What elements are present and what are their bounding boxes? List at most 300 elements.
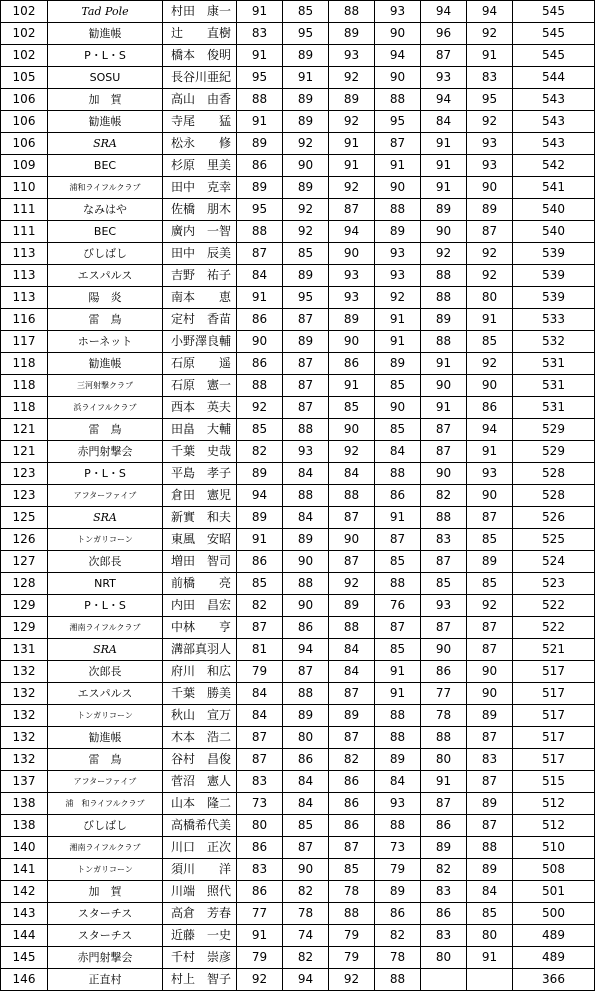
table-row <box>1 749 595 771</box>
score-1-cell: 82 <box>237 441 283 463</box>
score-1-cell: 91 <box>237 925 283 947</box>
score-5-cell: 80 <box>421 749 467 771</box>
score-4-cell: 91 <box>375 661 421 683</box>
score-2-cell: 89 <box>283 45 329 67</box>
score-3-cell: 84 <box>329 639 375 661</box>
score-6-cell: 85 <box>467 573 513 595</box>
score-2-cell: 86 <box>283 749 329 771</box>
score-2-cell: 92 <box>283 199 329 221</box>
total-cell: 517 <box>513 727 595 749</box>
score-5-cell: 82 <box>421 859 467 881</box>
rank-cell: 143 <box>1 903 48 925</box>
rank-cell: 132 <box>1 661 48 683</box>
score-2-cell: 82 <box>283 881 329 903</box>
score-1-cell: 82 <box>237 595 283 617</box>
team-cell: P・L・S <box>48 463 163 485</box>
score-2-cell: 87 <box>283 309 329 331</box>
total-cell: 543 <box>513 111 595 133</box>
score-2-cell: 87 <box>283 353 329 375</box>
score-6-cell <box>467 969 513 991</box>
score-3-cell: 88 <box>329 1 375 23</box>
score-5-cell: 90 <box>421 639 467 661</box>
score-4-cell: 87 <box>375 133 421 155</box>
table-row <box>1 661 595 683</box>
team-cell: びしばし <box>48 815 163 837</box>
score-1-cell: 90 <box>237 331 283 353</box>
total-cell: 544 <box>513 67 595 89</box>
score-6-cell: 90 <box>467 661 513 683</box>
total-cell: 522 <box>513 617 595 639</box>
total-cell: 531 <box>513 397 595 419</box>
score-4-cell: 73 <box>375 837 421 859</box>
score-2-cell: 88 <box>283 573 329 595</box>
rank-cell: 109 <box>1 155 48 177</box>
score-5-cell: 88 <box>421 331 467 353</box>
shooter-name-cell: 田中 辰美 <box>163 243 237 265</box>
shooter-name-cell: 谷村 昌俊 <box>163 749 237 771</box>
score-4-cell: 87 <box>375 529 421 551</box>
table-row <box>1 23 595 45</box>
team-cell: SRA <box>48 133 163 155</box>
team-cell: 勧進帳 <box>48 23 163 45</box>
team-cell: びしばし <box>48 243 163 265</box>
score-2-cell: 84 <box>283 463 329 485</box>
score-3-cell: 91 <box>329 133 375 155</box>
score-6-cell: 85 <box>467 903 513 925</box>
team-cell: スターチス <box>48 903 163 925</box>
score-6-cell: 80 <box>467 925 513 947</box>
score-2-cell: 87 <box>283 837 329 859</box>
score-4-cell: 88 <box>375 463 421 485</box>
score-6-cell: 88 <box>467 837 513 859</box>
total-cell: 521 <box>513 639 595 661</box>
score-3-cell: 85 <box>329 397 375 419</box>
score-6-cell: 92 <box>467 353 513 375</box>
rank-cell: 145 <box>1 947 48 969</box>
score-5-cell: 86 <box>421 815 467 837</box>
score-3-cell: 94 <box>329 221 375 243</box>
rank-cell: 128 <box>1 573 48 595</box>
score-5-cell: 85 <box>421 573 467 595</box>
team-cell: 湘南ライフルクラブ <box>48 837 163 859</box>
score-5-cell: 91 <box>421 353 467 375</box>
shooter-name-cell: 小野澤良輔 <box>163 331 237 353</box>
score-4-cell: 89 <box>375 221 421 243</box>
rank-cell: 118 <box>1 375 48 397</box>
shooter-name-cell: 近藤 一史 <box>163 925 237 947</box>
score-2-cell: 80 <box>283 727 329 749</box>
score-6-cell: 94 <box>467 419 513 441</box>
rank-cell: 105 <box>1 67 48 89</box>
team-cell: ホーネット <box>48 331 163 353</box>
table-row <box>1 793 595 815</box>
team-cell: 雷 鳥 <box>48 749 163 771</box>
rank-cell: 113 <box>1 287 48 309</box>
total-cell: 510 <box>513 837 595 859</box>
team-cell: 浜ライフルクラブ <box>48 397 163 419</box>
rank-cell: 102 <box>1 23 48 45</box>
score-2-cell: 90 <box>283 155 329 177</box>
score-5-cell: 88 <box>421 727 467 749</box>
score-5-cell: 93 <box>421 595 467 617</box>
score-5-cell: 91 <box>421 397 467 419</box>
total-cell: 545 <box>513 23 595 45</box>
shooter-name-cell: 村上 智子 <box>163 969 237 991</box>
score-3-cell: 90 <box>329 243 375 265</box>
score-2-cell: 84 <box>283 793 329 815</box>
score-5-cell: 94 <box>421 1 467 23</box>
score-3-cell: 78 <box>329 881 375 903</box>
score-1-cell: 85 <box>237 573 283 595</box>
score-3-cell: 86 <box>329 815 375 837</box>
score-3-cell: 92 <box>329 441 375 463</box>
shooter-name-cell: 千葉 勝美 <box>163 683 237 705</box>
table-row <box>1 199 595 221</box>
rank-cell: 118 <box>1 353 48 375</box>
score-2-cell: 93 <box>283 441 329 463</box>
score-6-cell: 84 <box>467 881 513 903</box>
score-1-cell: 86 <box>237 353 283 375</box>
team-cell: 加 賀 <box>48 881 163 903</box>
total-cell: 512 <box>513 793 595 815</box>
total-cell: 531 <box>513 353 595 375</box>
score-5-cell: 89 <box>421 199 467 221</box>
score-6-cell: 93 <box>467 463 513 485</box>
table-row <box>1 309 595 331</box>
rank-cell: 111 <box>1 199 48 221</box>
score-3-cell: 84 <box>329 463 375 485</box>
table-row <box>1 551 595 573</box>
score-2-cell: 89 <box>283 177 329 199</box>
score-3-cell: 89 <box>329 309 375 331</box>
shooter-name-cell: 高山 由香 <box>163 89 237 111</box>
team-cell: トンガリコーン <box>48 859 163 881</box>
score-3-cell: 92 <box>329 67 375 89</box>
score-3-cell: 88 <box>329 903 375 925</box>
score-3-cell: 88 <box>329 617 375 639</box>
score-3-cell: 87 <box>329 837 375 859</box>
score-2-cell: 86 <box>283 617 329 639</box>
rank-cell: 127 <box>1 551 48 573</box>
score-4-cell: 88 <box>375 969 421 991</box>
score-6-cell: 91 <box>467 441 513 463</box>
score-2-cell: 88 <box>283 683 329 705</box>
score-5-cell: 89 <box>421 837 467 859</box>
score-1-cell: 84 <box>237 683 283 705</box>
team-cell: 雷 鳥 <box>48 419 163 441</box>
score-5-cell: 78 <box>421 705 467 727</box>
score-3-cell: 91 <box>329 155 375 177</box>
score-4-cell: 88 <box>375 705 421 727</box>
score-6-cell: 90 <box>467 683 513 705</box>
score-1-cell: 73 <box>237 793 283 815</box>
score-3-cell: 89 <box>329 89 375 111</box>
rank-cell: 140 <box>1 837 48 859</box>
table-row <box>1 815 595 837</box>
score-2-cell: 90 <box>283 551 329 573</box>
shooter-name-cell: 田中 克幸 <box>163 177 237 199</box>
score-5-cell: 90 <box>421 375 467 397</box>
score-4-cell: 90 <box>375 67 421 89</box>
score-4-cell: 85 <box>375 551 421 573</box>
table-row <box>1 177 595 199</box>
total-cell: 526 <box>513 507 595 529</box>
total-cell: 532 <box>513 331 595 353</box>
score-4-cell: 89 <box>375 353 421 375</box>
score-1-cell: 89 <box>237 463 283 485</box>
score-1-cell: 83 <box>237 23 283 45</box>
score-1-cell: 87 <box>237 243 283 265</box>
score-3-cell: 90 <box>329 331 375 353</box>
score-2-cell: 84 <box>283 507 329 529</box>
score-6-cell: 87 <box>467 617 513 639</box>
total-cell: 512 <box>513 815 595 837</box>
table-row <box>1 243 595 265</box>
score-4-cell: 88 <box>375 727 421 749</box>
score-1-cell: 83 <box>237 859 283 881</box>
shooter-name-cell: 南本 恵 <box>163 287 237 309</box>
score-1-cell: 87 <box>237 727 283 749</box>
score-6-cell: 87 <box>467 507 513 529</box>
score-2-cell: 89 <box>283 265 329 287</box>
total-cell: 515 <box>513 771 595 793</box>
score-2-cell: 87 <box>283 661 329 683</box>
score-4-cell: 93 <box>375 243 421 265</box>
table-row <box>1 111 595 133</box>
score-5-cell: 87 <box>421 793 467 815</box>
rank-cell: 102 <box>1 1 48 23</box>
table-row <box>1 89 595 111</box>
score-5-cell: 83 <box>421 529 467 551</box>
shooter-name-cell: 杉原 里美 <box>163 155 237 177</box>
table-row <box>1 617 595 639</box>
score-6-cell: 91 <box>467 309 513 331</box>
score-5-cell: 88 <box>421 265 467 287</box>
shooter-name-cell: 石原 憲一 <box>163 375 237 397</box>
table-row <box>1 419 595 441</box>
shooter-name-cell: 川口 正次 <box>163 837 237 859</box>
rank-cell: 142 <box>1 881 48 903</box>
table-row <box>1 529 595 551</box>
score-1-cell: 91 <box>237 1 283 23</box>
team-cell: 陽 炎 <box>48 287 163 309</box>
team-cell: 三河射撃クラブ <box>48 375 163 397</box>
score-3-cell: 87 <box>329 683 375 705</box>
score-1-cell: 95 <box>237 199 283 221</box>
score-2-cell: 95 <box>283 287 329 309</box>
team-cell: 加 賀 <box>48 89 163 111</box>
shooter-name-cell: 寺尾 猛 <box>163 111 237 133</box>
score-1-cell: 88 <box>237 89 283 111</box>
shooter-name-cell: 橋本 俊明 <box>163 45 237 67</box>
table-row <box>1 903 595 925</box>
score-6-cell: 89 <box>467 551 513 573</box>
score-6-cell: 87 <box>467 221 513 243</box>
rank-cell: 113 <box>1 265 48 287</box>
shooter-name-cell: 山本 隆二 <box>163 793 237 815</box>
score-5-cell: 90 <box>421 221 467 243</box>
score-5-cell: 93 <box>421 67 467 89</box>
score-6-cell: 94 <box>467 1 513 23</box>
table-row <box>1 375 595 397</box>
score-5-cell: 96 <box>421 23 467 45</box>
score-6-cell: 92 <box>467 111 513 133</box>
team-cell: Tad Pole <box>48 1 163 23</box>
score-6-cell: 91 <box>467 947 513 969</box>
score-6-cell: 87 <box>467 771 513 793</box>
score-3-cell: 88 <box>329 485 375 507</box>
shooter-name-cell: 府川 和広 <box>163 661 237 683</box>
total-cell: 522 <box>513 595 595 617</box>
score-5-cell: 84 <box>421 111 467 133</box>
table-row <box>1 705 595 727</box>
score-4-cell: 76 <box>375 595 421 617</box>
total-cell: 517 <box>513 749 595 771</box>
team-cell: 次郎長 <box>48 661 163 683</box>
score-6-cell: 89 <box>467 793 513 815</box>
score-4-cell: 93 <box>375 1 421 23</box>
total-cell: 500 <box>513 903 595 925</box>
score-4-cell: 86 <box>375 485 421 507</box>
score-6-cell: 86 <box>467 397 513 419</box>
score-6-cell: 93 <box>467 155 513 177</box>
score-2-cell: 89 <box>283 111 329 133</box>
rank-cell: 111 <box>1 221 48 243</box>
score-5-cell: 94 <box>421 89 467 111</box>
total-cell: 531 <box>513 375 595 397</box>
score-4-cell: 91 <box>375 331 421 353</box>
rank-cell: 110 <box>1 177 48 199</box>
shooter-name-cell: 定村 香苗 <box>163 309 237 331</box>
score-6-cell: 90 <box>467 177 513 199</box>
team-cell: 勧進帳 <box>48 111 163 133</box>
score-1-cell: 79 <box>237 661 283 683</box>
table-row <box>1 881 595 903</box>
score-4-cell: 87 <box>375 617 421 639</box>
score-4-cell: 85 <box>375 419 421 441</box>
team-cell: SRA <box>48 507 163 529</box>
total-cell: 517 <box>513 705 595 727</box>
score-5-cell: 88 <box>421 507 467 529</box>
score-1-cell: 83 <box>237 771 283 793</box>
shooter-name-cell: 中林 亨 <box>163 617 237 639</box>
team-cell: 雷 鳥 <box>48 309 163 331</box>
score-1-cell: 88 <box>237 375 283 397</box>
score-5-cell: 91 <box>421 155 467 177</box>
shooter-name-cell: 長谷川亜紀 <box>163 67 237 89</box>
table-row <box>1 683 595 705</box>
rank-cell: 132 <box>1 749 48 771</box>
table-row <box>1 727 595 749</box>
team-cell: 勧進帳 <box>48 727 163 749</box>
rank-cell: 132 <box>1 727 48 749</box>
shooter-name-cell: 川端 照代 <box>163 881 237 903</box>
table-row <box>1 45 595 67</box>
table-row <box>1 463 595 485</box>
score-3-cell: 89 <box>329 23 375 45</box>
total-cell: 525 <box>513 529 595 551</box>
score-6-cell: 91 <box>467 45 513 67</box>
rank-cell: 118 <box>1 397 48 419</box>
rank-cell: 121 <box>1 419 48 441</box>
rank-cell: 102 <box>1 45 48 67</box>
score-6-cell: 92 <box>467 595 513 617</box>
score-1-cell: 95 <box>237 67 283 89</box>
shooter-name-cell: 新實 和夫 <box>163 507 237 529</box>
rank-cell: 131 <box>1 639 48 661</box>
score-5-cell: 82 <box>421 485 467 507</box>
score-6-cell: 87 <box>467 727 513 749</box>
team-cell: アフターファイブ <box>48 485 163 507</box>
score-1-cell: 84 <box>237 265 283 287</box>
team-cell: 赤門射撃会 <box>48 947 163 969</box>
score-5-cell: 86 <box>421 661 467 683</box>
table-row <box>1 859 595 881</box>
score-1-cell: 86 <box>237 837 283 859</box>
team-cell: アフターファイブ <box>48 771 163 793</box>
score-3-cell: 92 <box>329 111 375 133</box>
total-cell: 523 <box>513 573 595 595</box>
score-5-cell: 87 <box>421 45 467 67</box>
score-5-cell: 83 <box>421 925 467 947</box>
score-2-cell: 94 <box>283 969 329 991</box>
total-cell: 528 <box>513 463 595 485</box>
total-cell: 539 <box>513 243 595 265</box>
table-row <box>1 507 595 529</box>
total-cell: 489 <box>513 947 595 969</box>
rank-cell: 129 <box>1 617 48 639</box>
score-3-cell: 87 <box>329 199 375 221</box>
score-3-cell: 89 <box>329 705 375 727</box>
score-3-cell: 89 <box>329 595 375 617</box>
score-6-cell: 83 <box>467 67 513 89</box>
table-row <box>1 67 595 89</box>
score-1-cell: 89 <box>237 507 283 529</box>
shooter-name-cell: 東風 安昭 <box>163 529 237 551</box>
shooter-name-cell: 高橋希代美 <box>163 815 237 837</box>
rank-cell: 144 <box>1 925 48 947</box>
rank-cell: 141 <box>1 859 48 881</box>
score-6-cell: 85 <box>467 331 513 353</box>
table-row <box>1 771 595 793</box>
total-cell: 489 <box>513 925 595 947</box>
score-2-cell: 85 <box>283 243 329 265</box>
shooter-name-cell: 廣内 一智 <box>163 221 237 243</box>
table-row <box>1 639 595 661</box>
score-5-cell: 91 <box>421 771 467 793</box>
shooter-name-cell: 千村 崇彦 <box>163 947 237 969</box>
table-row <box>1 133 595 155</box>
score-2-cell: 94 <box>283 639 329 661</box>
score-4-cell: 78 <box>375 947 421 969</box>
team-cell: P・L・S <box>48 45 163 67</box>
score-3-cell: 87 <box>329 507 375 529</box>
score-2-cell: 89 <box>283 331 329 353</box>
rank-cell: 138 <box>1 793 48 815</box>
score-6-cell: 80 <box>467 287 513 309</box>
total-cell: 529 <box>513 419 595 441</box>
score-1-cell: 92 <box>237 397 283 419</box>
team-cell: スターチス <box>48 925 163 947</box>
table-row <box>1 155 595 177</box>
score-3-cell: 84 <box>329 661 375 683</box>
score-4-cell: 85 <box>375 375 421 397</box>
score-3-cell: 90 <box>329 529 375 551</box>
shooter-name-cell: 辻 直樹 <box>163 23 237 45</box>
score-3-cell: 90 <box>329 419 375 441</box>
score-5-cell: 90 <box>421 463 467 485</box>
score-2-cell: 85 <box>283 815 329 837</box>
